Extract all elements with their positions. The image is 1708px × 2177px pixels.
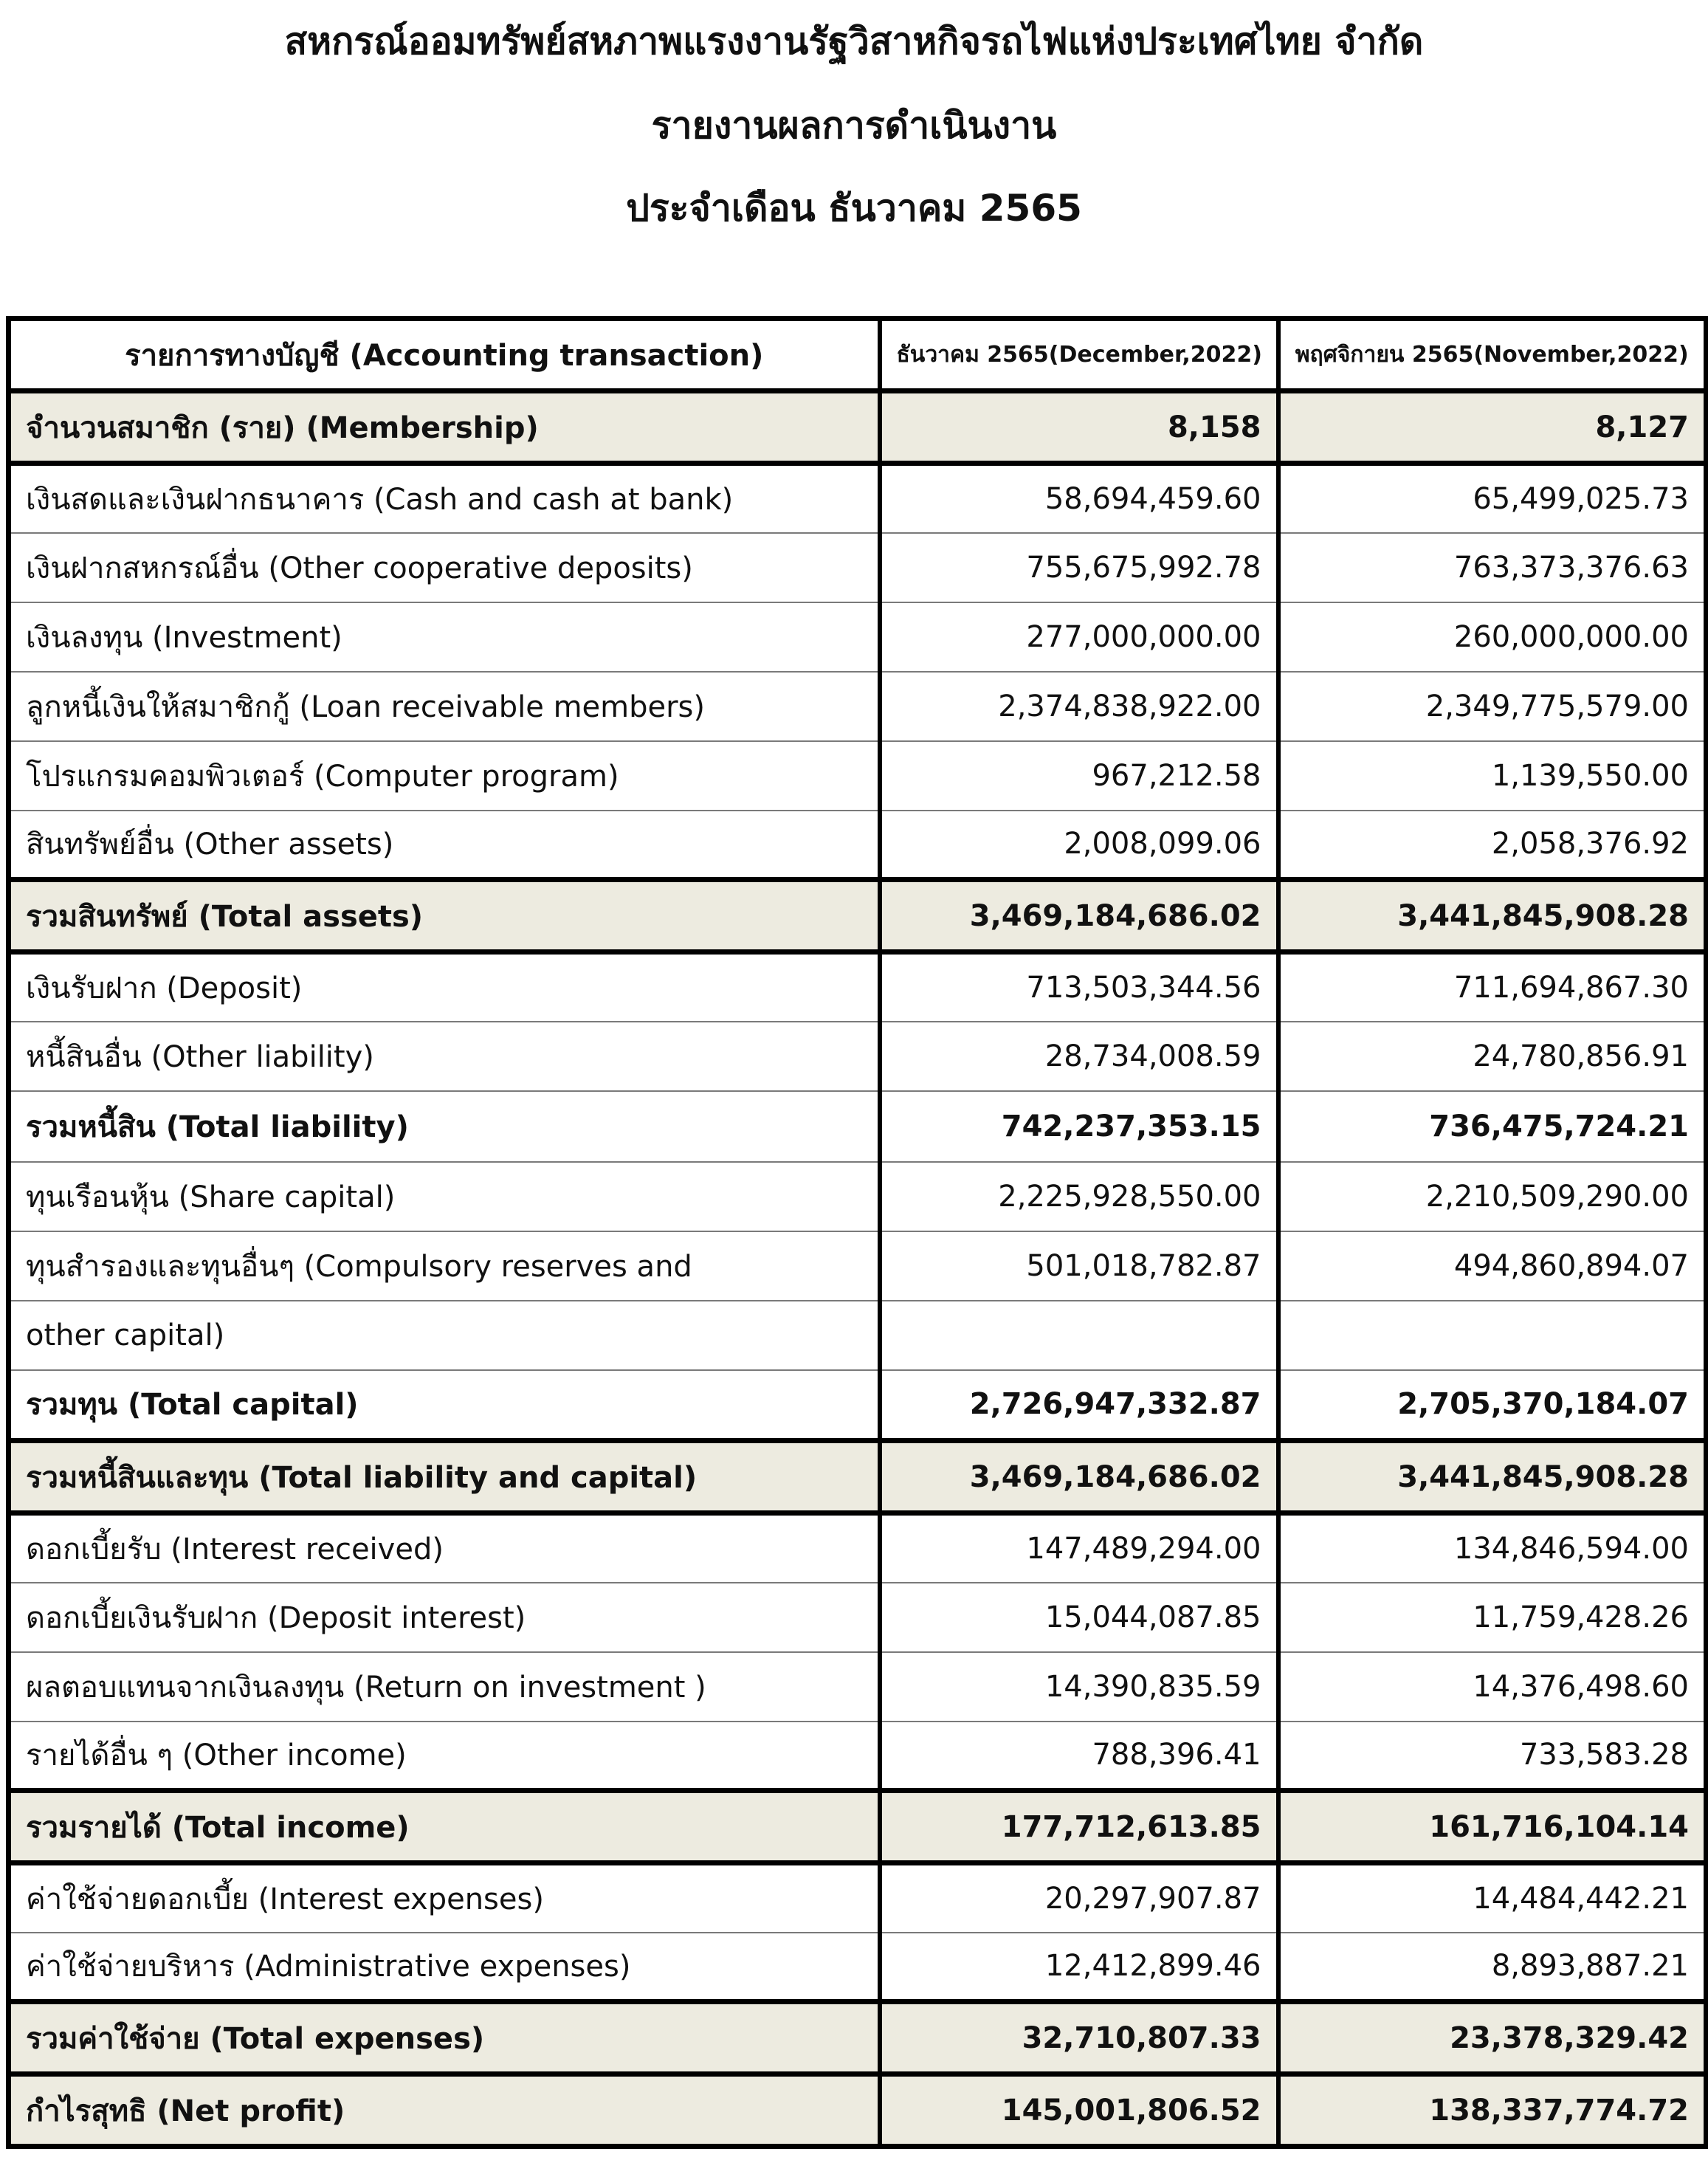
row-value-november: 134,846,594.00: [1278, 1513, 1707, 1583]
table-row: [9, 1231, 1707, 1301]
row-value-december: 755,675,992.78: [880, 533, 1278, 602]
row-value-december: 967,212.58: [880, 741, 1278, 811]
table-row-total-income: [9, 1791, 1707, 1863]
row-label: รวมหนี้สินและทุน (Total liability and capital): [9, 1441, 880, 1513]
row-value-november: 494,860,894.07: [1278, 1231, 1707, 1301]
table-row: [9, 1301, 1707, 1370]
row-value-december: 501,018,782.87: [880, 1231, 1278, 1301]
row-label: ค่าใช้จ่ายบริหาร (Administrative expenses): [9, 1933, 880, 2002]
row-label: สินทรัพย์อื่น (Other assets): [9, 811, 880, 880]
table-row-total-capital: [9, 1370, 1707, 1441]
row-value-november: 65,499,025.73: [1278, 464, 1707, 533]
row-value-november: 161,716,104.14: [1278, 1791, 1707, 1863]
table-row: [9, 464, 1707, 533]
row-label: ทุนเรือนหุ้น (Share capital): [9, 1162, 880, 1231]
table-row: [9, 811, 1707, 880]
row-value-december: 145,001,806.52: [880, 2074, 1278, 2147]
row-value-november: 711,694,867.30: [1278, 952, 1707, 1022]
row-value-december: 147,489,294.00: [880, 1513, 1278, 1583]
table-row-total-liability-and-capital: [9, 1441, 1707, 1513]
row-label: รวมค่าใช้จ่าย (Total expenses): [9, 2002, 880, 2074]
row-label: ทุนสำรองและทุนอื่นๆ (Compulsory reserves and: [9, 1231, 880, 1301]
row-value-december: 713,503,344.56: [880, 952, 1278, 1022]
table-row-net-profit: [9, 2074, 1707, 2147]
row-value-november: 11,759,428.26: [1278, 1583, 1707, 1652]
row-value-december: 12,412,899.46: [880, 1933, 1278, 2002]
row-label: ค่าใช้จ่ายดอกเบี้ย (Interest expenses): [9, 1863, 880, 1933]
row-label: เงินลงทุน (Investment): [9, 602, 880, 672]
row-value-december: 3,469,184,686.02: [880, 880, 1278, 952]
table-row: [9, 1652, 1707, 1722]
table-row: [9, 672, 1707, 741]
table-row: [9, 1022, 1707, 1091]
report-title: รายงานผลการดำเนินงาน: [651, 104, 1057, 147]
column-header-december: ธันวาคม 2565(December,2022): [880, 319, 1278, 391]
row-value-december: 20,297,907.87: [880, 1863, 1278, 1933]
row-value-december: 58,694,459.60: [880, 464, 1278, 533]
table-header-row: [9, 319, 1707, 391]
row-label: เงินฝากสหกรณ์อื่น (Other cooperative deposits): [9, 533, 880, 602]
row-value-december: 2,008,099.06: [880, 811, 1278, 880]
table-row: [9, 741, 1707, 811]
row-label: กำไรสุทธิ (Net profit): [9, 2074, 880, 2147]
table-row-total-expenses: [9, 2002, 1707, 2074]
organization-title: สหกรณ์ออมทรัพย์สหภาพแรงงานรัฐวิสาหกิจรถไฟแห่งประเทศไทย จำกัด: [284, 20, 1424, 63]
row-value-november: 8,127: [1278, 391, 1707, 464]
table-row: [9, 602, 1707, 672]
column-header-transaction: รายการทางบัญชี (Accounting transaction): [9, 319, 880, 391]
row-value-november: 736,475,724.21: [1278, 1091, 1707, 1162]
row-value-november: [1278, 1301, 1707, 1370]
table-row: [9, 1863, 1707, 1933]
row-value-november: 3,441,845,908.28: [1278, 1441, 1707, 1513]
row-label: เงินสดและเงินฝากธนาคาร (Cash and cash at bank): [9, 464, 880, 533]
financial-report-table: [6, 316, 1708, 2149]
table-row: [9, 1933, 1707, 2002]
row-label: รายได้อื่น ๆ (Other income): [9, 1722, 880, 1791]
row-value-december: 3,469,184,686.02: [880, 1441, 1278, 1513]
row-value-november: 733,583.28: [1278, 1722, 1707, 1791]
table-row-total-assets: [9, 880, 1707, 952]
row-label: ผลตอบแทนจากเงินลงทุน (Return on investment ): [9, 1652, 880, 1722]
column-header-november: พฤศจิกายน 2565(November,2022): [1278, 319, 1707, 391]
table-row: [9, 1722, 1707, 1791]
table-row-membership: [9, 391, 1707, 464]
row-value-november: 2,705,370,184.07: [1278, 1370, 1707, 1441]
table-row: [9, 1162, 1707, 1231]
row-value-november: 3,441,845,908.28: [1278, 880, 1707, 952]
row-value-november: 14,376,498.60: [1278, 1652, 1707, 1722]
row-value-december: 14,390,835.59: [880, 1652, 1278, 1722]
row-label: ดอกเบี้ยรับ (Interest received): [9, 1513, 880, 1583]
row-label: รวมรายได้ (Total income): [9, 1791, 880, 1863]
row-label: เงินรับฝาก (Deposit): [9, 952, 880, 1022]
report-period: ประจำเดือน ธันวาคม 2565: [626, 187, 1082, 230]
row-value-november: 14,484,442.21: [1278, 1863, 1707, 1933]
row-value-november: 1,139,550.00: [1278, 741, 1707, 811]
row-label: โปรแกรมคอมพิวเตอร์ (Computer program): [9, 741, 880, 811]
row-value-december: 2,726,947,332.87: [880, 1370, 1278, 1441]
row-value-december: 32,710,807.33: [880, 2002, 1278, 2074]
table-row-total-liability: [9, 1091, 1707, 1162]
row-value-december: 28,734,008.59: [880, 1022, 1278, 1091]
row-value-december: 2,225,928,550.00: [880, 1162, 1278, 1231]
row-value-november: 2,349,775,579.00: [1278, 672, 1707, 741]
row-label: หนี้สินอื่น (Other liability): [9, 1022, 880, 1091]
table-row: [9, 1513, 1707, 1583]
table-row: [9, 1583, 1707, 1652]
row-value-december: 788,396.41: [880, 1722, 1278, 1791]
row-value-november: 763,373,376.63: [1278, 533, 1707, 602]
table-row: [9, 533, 1707, 602]
row-label: ลูกหนี้เงินให้สมาชิกกู้ (Loan receivable members): [9, 672, 880, 741]
row-label: รวมสินทรัพย์ (Total assets): [9, 880, 880, 952]
row-label: จำนวนสมาชิก (ราย) (Membership): [9, 391, 880, 464]
row-value-december: 277,000,000.00: [880, 602, 1278, 672]
row-value-november: 23,378,329.42: [1278, 2002, 1707, 2074]
row-label: รวมหนี้สิน (Total liability): [9, 1091, 880, 1162]
row-value-november: 260,000,000.00: [1278, 602, 1707, 672]
row-value-november: 24,780,856.91: [1278, 1022, 1707, 1091]
row-value-november: 138,337,774.72: [1278, 2074, 1707, 2147]
row-value-december: 177,712,613.85: [880, 1791, 1278, 1863]
row-value-december: 2,374,838,922.00: [880, 672, 1278, 741]
row-label: รวมทุน (Total capital): [9, 1370, 880, 1441]
row-value-november: 2,210,509,290.00: [1278, 1162, 1707, 1231]
row-value-december: 8,158: [880, 391, 1278, 464]
row-label: ดอกเบี้ยเงินรับฝาก (Deposit interest): [9, 1583, 880, 1652]
row-value-december: 15,044,087.85: [880, 1583, 1278, 1652]
row-value-december: 742,237,353.15: [880, 1091, 1278, 1162]
table-row: [9, 952, 1707, 1022]
row-value-november: 8,893,887.21: [1278, 1933, 1707, 2002]
row-value-december: [880, 1301, 1278, 1370]
row-value-november: 2,058,376.92: [1278, 811, 1707, 880]
row-label: other capital): [9, 1301, 880, 1370]
